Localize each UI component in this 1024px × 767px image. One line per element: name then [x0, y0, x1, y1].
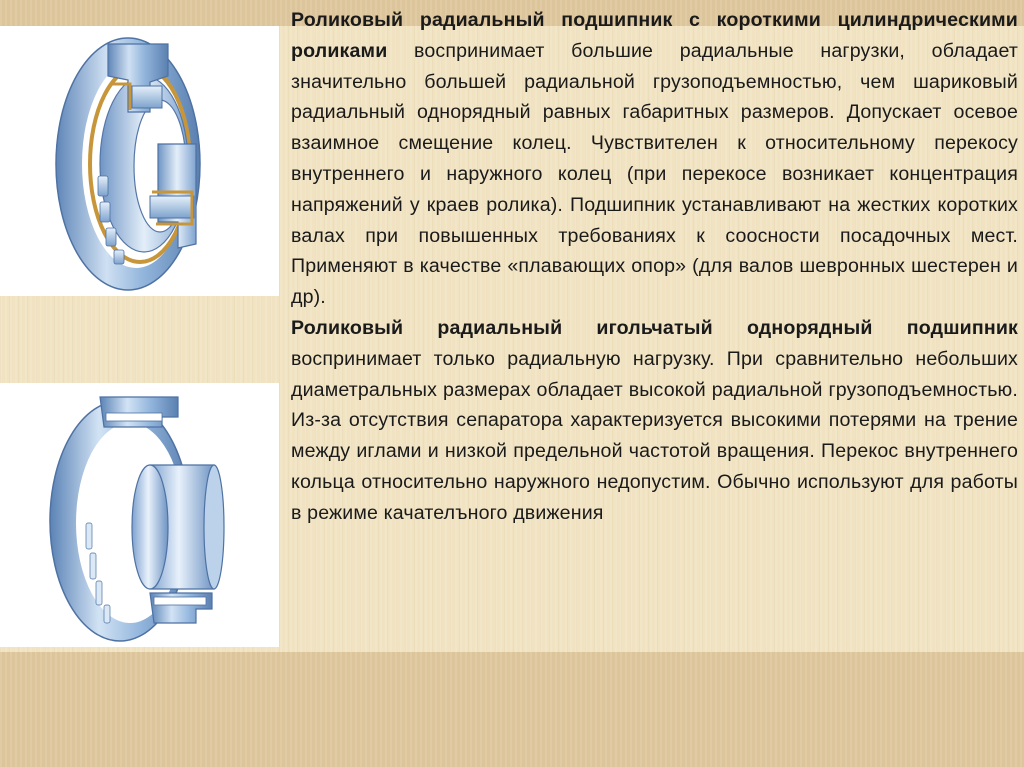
- body-needle: воспринимает только радиальную нагрузку. При сравнительно небольших диаметральных размерах обладает высокой радиальной грузоподъемностью. Из-за отсутствия сепаратора характеризуется высокими потерями на трение между иглами и низкой предельной частотой вращения. Перекос внутреннего кольца относительно наружного недопустим. Обычно используют для работы в режиме качателъного движения: [291, 347, 1018, 524]
- cylindrical-roller-bearing-image: [0, 26, 279, 296]
- needle-roller-bearing-image: [0, 383, 279, 647]
- paragraph-cylindrical: [291, 5, 1018, 313]
- heading-needle: Роликовый радиальный игольчатый однорядный подшипник: [291, 316, 1018, 339]
- heading-cylindrical: Роликовый радиальный подшипник с короткими цилиндрическими роликами: [291, 9, 1018, 62]
- paragraph-needle: [291, 313, 1018, 529]
- decor-band-bottom: [0, 652, 1024, 767]
- description-text: [291, 5, 1018, 529]
- body-cylindrical: воспринимает большие радиальные нагрузки, обладает значительно большей радиальной грузоподъемностью, чем шариковый радиальный однорядный равных габаритных размеров. Допускает осевое взаимное смещение колец. Чувствителен к относительному перекосу внутреннего и наружного колец (при перекосе возникает концентрация напряжений у краев ролика). Подшипник устанавливают на жестких коротких валах при повышенных требованиях к соосности посадочных мест. Применяют в качестве «плавающих опор» (для валов шевронных шестерен и др).: [291, 39, 1018, 309]
